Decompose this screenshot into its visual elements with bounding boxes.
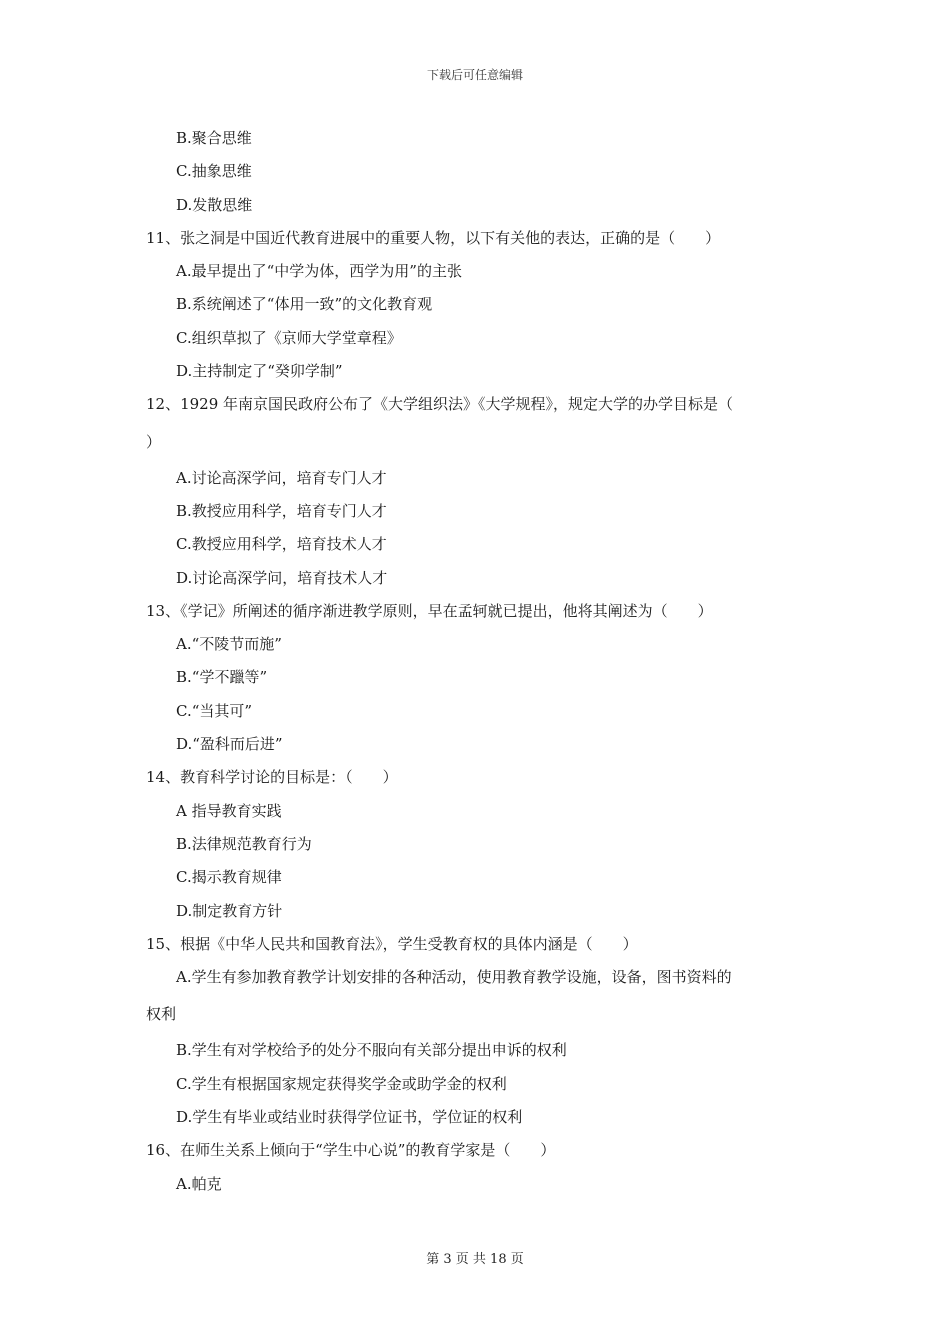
option-line: A.最早提出了“中学为体，西学为用”的主张	[176, 262, 462, 281]
option-line: D.学生有毕业或结业时获得学位证书，学位证的权利	[176, 1108, 523, 1127]
option-line: C.揭示教育规律	[176, 868, 282, 887]
question-line: 11、张之洞是中国近代教育进展中的重要人物，以下有关他的表达，正确的是（ ）	[146, 228, 721, 247]
document-body	[146, 122, 810, 1201]
question-line: 13、《学记》所阐述的循序渐进教学原则，早在孟轲就已提出，他将其阐述为（ ）	[146, 601, 713, 620]
option-line: B.聚合思维	[176, 129, 252, 147]
option-line: A.帕克	[176, 1174, 222, 1193]
question-line: 14、教育科学讨论的目标是：（ ）	[146, 768, 398, 787]
option-line: B.“学不躐等”	[176, 668, 268, 687]
option-line: D.主持制定了“癸卯学制”	[176, 362, 343, 381]
option-line: C.“当其可”	[176, 701, 253, 720]
option-line: C.教授应用科学，培育技术人才	[176, 535, 387, 554]
option-line: D.发散思维	[176, 195, 253, 214]
question-line: 15、根据《中华人民共和国教育法》，学生受教育权的具体内涵是（ ）	[146, 934, 638, 953]
option-line: C.组织草拟了《京师大学堂章程》	[176, 328, 402, 347]
option-line: B.法律规范教育行为	[176, 834, 312, 853]
option-line: A.讨论高深学问，培育专门人才	[176, 468, 387, 487]
option-line: D.“盈科而后进”	[176, 735, 283, 754]
page-header: 下载后可任意编辑	[426, 68, 523, 82]
option-line: A.“不陵节而施”	[176, 635, 282, 654]
question-line: 16、在师生关系上倾向于“学生中心说”的教育学家是（ ）	[146, 1141, 556, 1160]
option-line: C.学生有根据国家规定获得奖学金或助学金的权利	[176, 1074, 507, 1093]
option-line-continuation: 权利	[146, 1005, 177, 1024]
option-line: B.学生有对学校给予的处分不服向有关部分提出申诉的权利	[176, 1041, 567, 1060]
option-line: B.系统阐述了“体用一致”的文化教育观	[176, 295, 433, 314]
page-footer: 第 3 页 共 18 页	[426, 1252, 524, 1267]
option-line: A.学生有参加教育教学计划安排的各种活动，使用教育教学设施，设备，图书资料的	[176, 968, 732, 987]
option-line: D.讨论高深学问，培育技术人才	[176, 568, 388, 587]
option-line: A 指导教育实践	[176, 801, 282, 820]
option-line: D.制定教育方针	[176, 901, 283, 920]
question-line-continuation: ）	[146, 432, 162, 451]
question-line: 12、1929 年南京国民政府公布了《大学组织法》《大学规程》，规定大学的办学目标是（	[146, 395, 734, 414]
option-line: B.教授应用科学，培育专门人才	[176, 501, 387, 520]
option-line: C.抽象思维	[176, 162, 252, 181]
